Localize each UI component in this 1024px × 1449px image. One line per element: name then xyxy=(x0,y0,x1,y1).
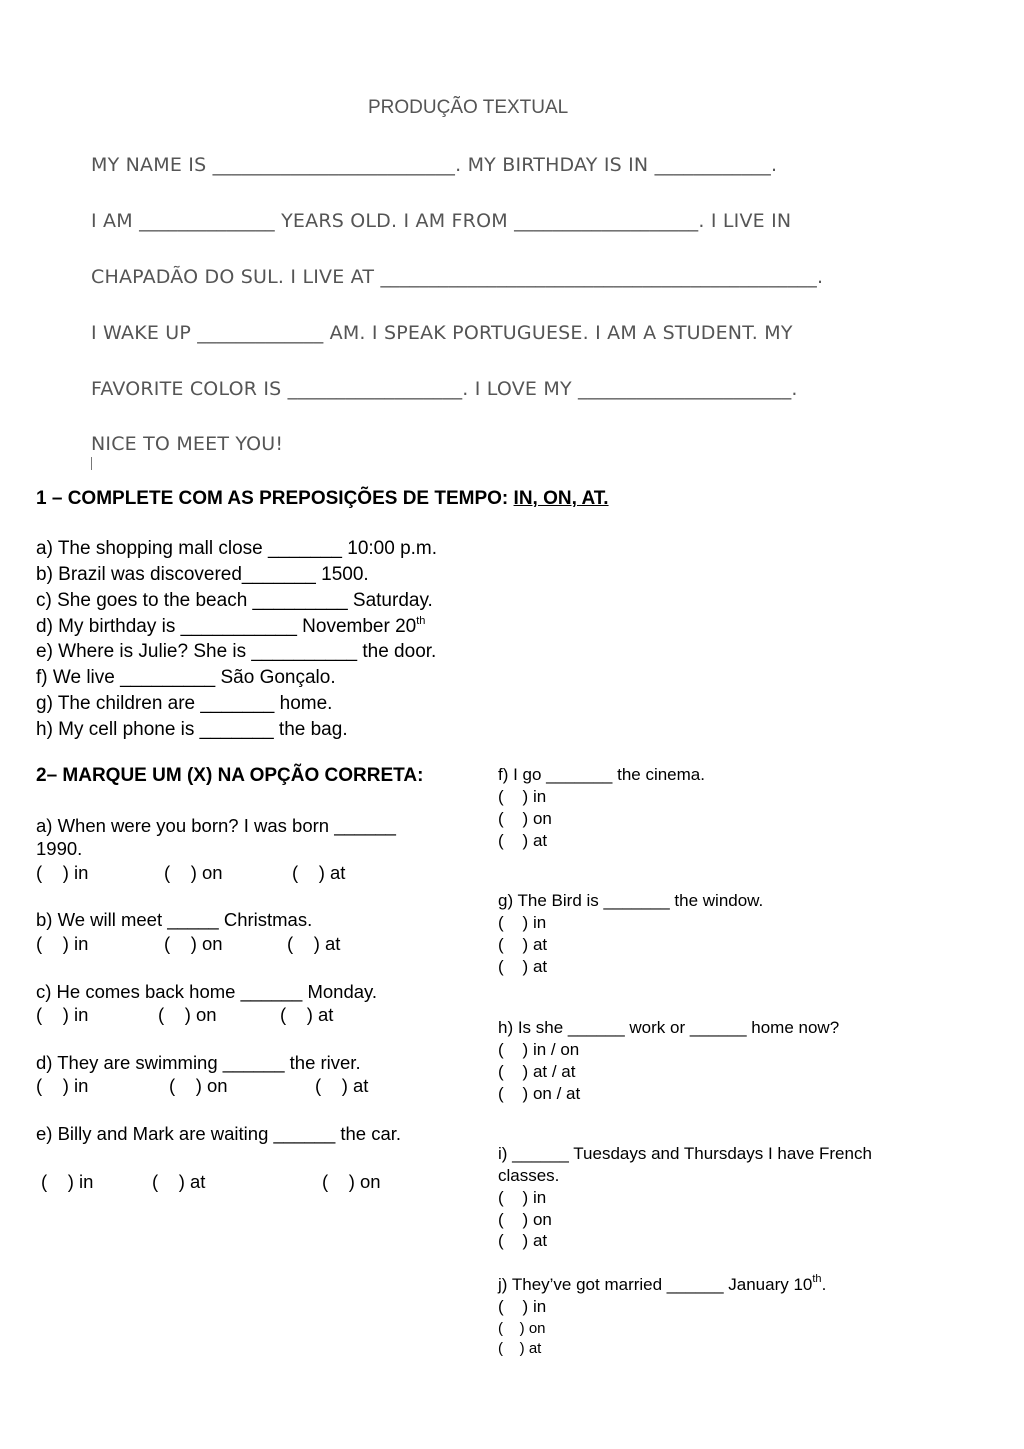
s2-g-option-1[interactable]: ( ) in xyxy=(498,913,547,932)
s2-a-question-cont: 1990. xyxy=(36,838,83,859)
s2-h-question: h) Is she ______ work or ______ home now? xyxy=(498,1018,840,1037)
s2-g-option-2[interactable]: ( ) at xyxy=(498,935,548,954)
production-title: PRODUÇÃO TEXTUAL xyxy=(368,97,569,118)
section1-title-prefix: 1 – COMPLETE COM AS PREPOSIÇÕES DE TEMPO: xyxy=(36,488,514,509)
s2-i-question-cont: classes. xyxy=(498,1166,560,1185)
s2-d-option-in[interactable]: ( ) in xyxy=(36,1075,89,1096)
production-line-2: I AM ______________ YEARS OLD. I AM FROM ___________________. I LIVE IN xyxy=(91,210,792,232)
s2-b-question: b) We will meet _____ Christmas. xyxy=(36,909,313,930)
section1-item-b: b) Brazil was discovered_______ 1500. xyxy=(36,564,369,585)
s2-j-question xyxy=(498,1275,826,1295)
production-line-4: I WAKE UP _____________ AM. I SPEAK PORTUGUESE. I AM A STUDENT. MY xyxy=(91,322,793,344)
s2-i-option-3[interactable]: ( ) at xyxy=(498,1231,548,1250)
production-line-3: CHAPADÃO DO SUL. I LIVE AT _____________________________________________. xyxy=(91,266,824,288)
s2-i-option-2[interactable]: ( ) on xyxy=(498,1210,552,1229)
s2-e-option-at[interactable]: ( ) at xyxy=(152,1171,206,1192)
s2-j-option-2[interactable]: ( ) on xyxy=(498,1320,546,1337)
s2-a-option-on[interactable]: ( ) on xyxy=(164,862,223,883)
s2-j-question-text: j) They’ve got married ______ January 10 xyxy=(498,1275,813,1294)
s2-j-question-end: . xyxy=(821,1275,827,1294)
s2-e-question: e) Billy and Mark are waiting ______ the car. xyxy=(36,1123,402,1144)
section2-title: 2– MARQUE UM (X) NA OPÇÃO CORRETA: xyxy=(36,765,424,786)
section1-item-g: g) The children are _______ home. xyxy=(36,693,333,714)
s2-b-option-in[interactable]: ( ) in xyxy=(36,933,89,954)
s2-e-option-in[interactable]: ( ) in xyxy=(41,1171,94,1192)
section1-item-d-text: d) My birthday is ___________ November 20 xyxy=(36,616,417,637)
s2-h-option-2[interactable]: ( ) at / at xyxy=(498,1062,576,1081)
section1-item-h: h) My cell phone is _______ the bag. xyxy=(36,719,348,740)
s2-a-option-at[interactable]: ( ) at xyxy=(292,862,346,883)
s2-d-question: d) They are swimming ______ the river. xyxy=(36,1052,361,1073)
section1-item-f: f) We live _________ São Gonçalo. xyxy=(36,667,336,688)
s2-c-option-in[interactable]: ( ) in xyxy=(36,1004,89,1025)
section1-item-e: e) Where is Julie? She is __________ the door. xyxy=(36,641,437,662)
s2-d-option-on[interactable]: ( ) on xyxy=(169,1075,228,1096)
s2-g-option-3[interactable]: ( ) at xyxy=(498,957,548,976)
production-line-5: FAVORITE COLOR IS __________________. I LOVE MY ______________________. xyxy=(91,378,798,400)
s2-a-option-in[interactable]: ( ) in xyxy=(36,862,89,883)
s2-f-option-2[interactable]: ( ) on xyxy=(498,809,552,828)
section1-item-c: c) She goes to the beach _________ Saturday. xyxy=(36,590,433,611)
s2-j-option-1[interactable]: ( ) in xyxy=(498,1297,547,1316)
s2-f-option-1[interactable]: ( ) in xyxy=(498,787,547,806)
s2-b-option-at[interactable]: ( ) at xyxy=(287,933,341,954)
s2-j-sup: th xyxy=(812,1273,822,1285)
text-cursor xyxy=(91,457,92,470)
s2-c-option-on[interactable]: ( ) on xyxy=(158,1004,217,1025)
section1-item-d-sup: th xyxy=(416,615,426,627)
s2-f-question: f) I go _______ the cinema. xyxy=(498,765,705,784)
s2-j-option-3[interactable]: ( ) at xyxy=(498,1340,542,1357)
s2-i-option-1[interactable]: ( ) in xyxy=(498,1188,547,1207)
production-line-6: NICE TO MEET YOU! xyxy=(91,433,284,455)
section1-title xyxy=(36,488,609,510)
s2-i-question: i) ______ Tuesdays and Thursdays I have French xyxy=(498,1144,872,1163)
s2-b-option-on[interactable]: ( ) on xyxy=(164,933,223,954)
s2-a-question: a) When were you born? I was born ______ xyxy=(36,815,396,836)
s2-f-option-3[interactable]: ( ) at xyxy=(498,831,548,850)
s2-h-option-1[interactable]: ( ) in / on xyxy=(498,1040,580,1059)
production-line-1: MY NAME IS _________________________. MY BIRTHDAY IS IN ____________. xyxy=(91,154,778,176)
s2-h-option-3[interactable]: ( ) on / at xyxy=(498,1084,581,1103)
s2-g-question: g) The Bird is _______ the window. xyxy=(498,891,764,910)
section1-item-a: a) The shopping mall close _______ 10:00 p.m. xyxy=(36,538,438,559)
section1-item-d xyxy=(36,616,425,638)
s2-e-option-on[interactable]: ( ) on xyxy=(322,1171,381,1192)
s2-d-option-at[interactable]: ( ) at xyxy=(315,1075,369,1096)
section1-title-underlined: IN, ON, AT. xyxy=(513,488,609,509)
s2-c-option-at[interactable]: ( ) at xyxy=(280,1004,334,1025)
s2-c-question: c) He comes back home ______ Monday. xyxy=(36,981,378,1002)
